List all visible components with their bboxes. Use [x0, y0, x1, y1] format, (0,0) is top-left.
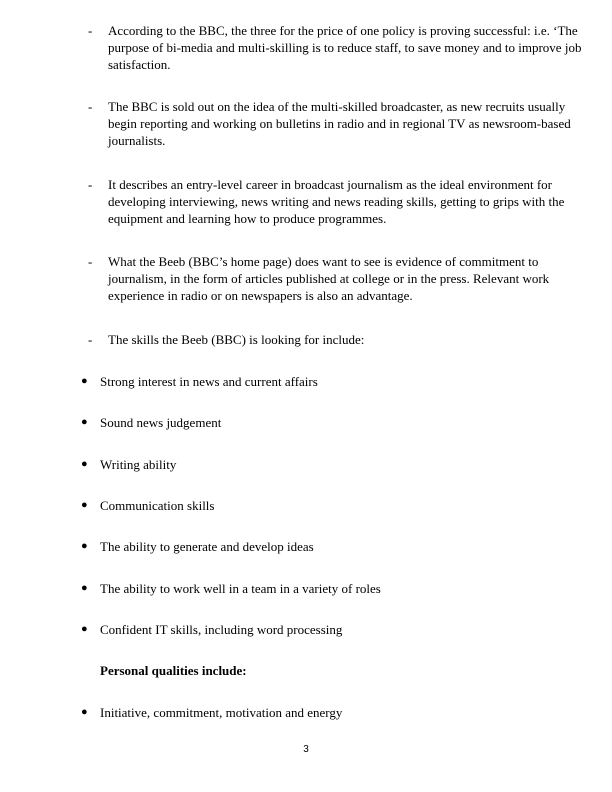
- page-number: 3: [303, 744, 309, 755]
- bullet-icon: ●: [81, 540, 88, 552]
- quality-text: Initiative, commitment, motivation and energy: [100, 705, 343, 720]
- dash-item-text: It describes an entry-level career in broadcast journalism as the ideal environment for developing interviewing, news writing and news reading skills, getting to grips with the equipment and learning how to produce programmes.: [108, 177, 565, 226]
- skill-text: Strong interest in news and current affairs: [100, 374, 318, 389]
- bullet-icon: ●: [81, 458, 88, 470]
- qualities-heading: Personal qualities include:: [100, 663, 247, 678]
- bullet-icon: ●: [81, 499, 88, 511]
- dash-item-text: The BBC is sold out on the idea of the multi-skilled broadcaster, as new recruits usually begin reporting and working on bulletins in radio and in regional TV as newsroom-based journalists.: [108, 99, 571, 148]
- dash-marker: -: [88, 99, 93, 114]
- skill-text: The ability to work well in a team in a variety of roles: [100, 581, 381, 596]
- dash-item-text: What the Beeb (BBC’s home page) does want to see is evidence of commitment to journalism, in the form of articles published at college or in the press. Relevant work experience in radio or on newspapers is also an advantage.: [108, 254, 550, 303]
- dash-item-text: The skills the Beeb (BBC) is looking for include:: [108, 332, 365, 347]
- skill-text: Writing ability: [100, 457, 177, 472]
- skill-text: Sound news judgement: [100, 415, 222, 430]
- bullet-icon: ●: [81, 706, 88, 718]
- skill-text: Communication skills: [100, 498, 215, 513]
- dash-marker: -: [88, 177, 93, 192]
- dash-marker: -: [88, 332, 93, 347]
- skill-text: The ability to generate and develop ideas: [100, 539, 314, 554]
- bullet-icon: ●: [81, 375, 88, 387]
- dash-marker: -: [88, 23, 93, 38]
- bullet-icon: ●: [81, 416, 88, 428]
- bullet-icon: ●: [81, 623, 88, 635]
- skill-text: Confident IT skills, including word processing: [100, 622, 343, 637]
- dash-marker: -: [88, 254, 93, 269]
- dash-item-text: According to the BBC, the three for the price of one policy is proving successful: i.e. ‘The purpose of bi-media and multi-skilling is to reduce staff, to save money and to improve job satisfaction.: [108, 23, 582, 72]
- bullet-icon: ●: [81, 582, 88, 594]
